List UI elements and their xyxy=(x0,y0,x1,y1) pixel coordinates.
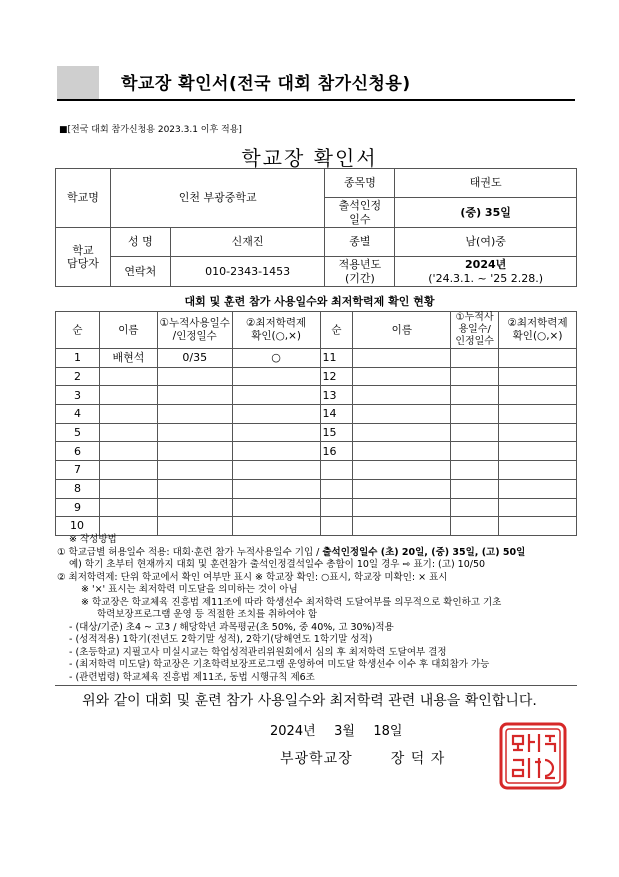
table-row xyxy=(56,405,577,424)
official-seal-icon xyxy=(499,722,567,790)
issue-date xyxy=(270,720,402,739)
document-title: 학교장 확인서 xyxy=(241,146,378,170)
note-line: - (관련법령) 학교체육 진흥법 제11조, 동법 시행규칙 제6조 xyxy=(69,671,315,683)
row-name-right xyxy=(353,423,451,442)
roster-table xyxy=(55,311,577,536)
staff-label: 학교 담당자 xyxy=(56,228,111,287)
row-name-right xyxy=(353,367,451,386)
name-label: 성 명 xyxy=(110,228,170,257)
row-name xyxy=(99,405,157,424)
row-name xyxy=(99,498,157,517)
row-no-right: 11 xyxy=(320,349,353,368)
row-days-right xyxy=(451,479,499,498)
row-no: 10 xyxy=(56,517,100,536)
row-check xyxy=(232,405,320,424)
row-check xyxy=(232,498,320,517)
header-title: 학교장 확인서(전국 대회 참가신청용) xyxy=(121,74,411,94)
row-days xyxy=(157,479,232,498)
year-cell xyxy=(395,257,577,287)
row-name-right xyxy=(353,349,451,368)
row-no-right xyxy=(320,479,353,498)
row-days xyxy=(157,442,232,461)
col-header-name: 이름 xyxy=(99,312,157,349)
row-check-right xyxy=(499,405,577,424)
row-name: 배현석 xyxy=(99,349,157,368)
table-row xyxy=(56,479,577,498)
row-days-right xyxy=(451,386,499,405)
confirmation-text: 위와 같이 대회 및 훈련 참가 사용일수와 최저학력 관련 내용을 확인합니다. xyxy=(82,693,537,709)
row-no-right xyxy=(320,461,353,480)
row-name-right xyxy=(353,461,451,480)
table-row xyxy=(56,367,577,386)
table-row xyxy=(56,498,577,517)
date-month: 3월 xyxy=(334,724,355,739)
row-days-right xyxy=(451,405,499,424)
row-check-right xyxy=(499,517,577,536)
col-header-days-right: ①누적사용일수/ 인정일수 xyxy=(451,312,499,349)
note-emphasis: 출석인정일수 (초) 20일, (중) 35일, (고) 50일 xyxy=(322,546,526,558)
note-line: - (최저학력 미도달) 학교장은 기초학력보장프로그램 운영하여 미도달 학생선수 이수 후 대회참가 가능 xyxy=(69,659,490,670)
notes-divider xyxy=(55,685,577,686)
row-days xyxy=(157,461,232,480)
row-no-right xyxy=(320,517,353,536)
row-days-right xyxy=(451,349,499,368)
header-marker xyxy=(57,66,99,99)
gender-label: 종별 xyxy=(325,228,395,257)
row-check-right xyxy=(499,386,577,405)
note-line: - (대상/기준) 초4 ~ 고3 / 해당학년 과목평균(초 50%, 중 40%, 고 30%)적용 xyxy=(69,621,394,633)
row-days xyxy=(157,405,232,424)
row-check xyxy=(232,461,320,480)
name-value: 신재진 xyxy=(170,228,325,257)
row-name-right xyxy=(353,498,451,517)
row-no: 5 xyxy=(56,423,100,442)
info-table xyxy=(55,168,577,287)
contact-label: 연락처 xyxy=(110,257,170,287)
row-name-right xyxy=(353,442,451,461)
row-no: 3 xyxy=(56,386,100,405)
year-label: 적용년도 (기간) xyxy=(325,257,395,287)
row-no-right: 15 xyxy=(320,423,353,442)
row-check xyxy=(232,386,320,405)
row-no-right: 14 xyxy=(320,405,353,424)
row-no-right: 12 xyxy=(320,367,353,386)
row-name-right xyxy=(353,386,451,405)
roster-header-row xyxy=(56,312,577,349)
note-line xyxy=(57,547,577,560)
row-name xyxy=(99,442,157,461)
row-check-right xyxy=(499,479,577,498)
row-check-right xyxy=(499,349,577,368)
event-label: 종목명 xyxy=(325,169,395,198)
row-check: ○ xyxy=(232,349,320,368)
row-check xyxy=(232,517,320,536)
row-name-right xyxy=(353,517,451,536)
row-days-right xyxy=(451,517,499,536)
note-text: ① 학교급별 허용일수 적용: 대회·훈련 참가 누적사용일수 기입 / xyxy=(57,546,323,558)
note-line: ※ 학교장은 학교체육 진흥법 제11조에 따라 학생선수 최저학력 도달여부를 의무적으로 확인하고 기초 xyxy=(81,596,502,608)
notes-heading: ※ 작성방법 xyxy=(69,534,117,545)
instructions xyxy=(57,534,577,684)
principal-title: 부광학교장 xyxy=(280,751,353,767)
row-check-right xyxy=(499,367,577,386)
row-check-right xyxy=(499,442,577,461)
col-header-days: ①누적사용일수 /인정일수 xyxy=(157,312,232,349)
row-days xyxy=(157,498,232,517)
note-line: ※ '×' 표시는 최저학력 미도달을 의미하는 것이 아님 xyxy=(81,584,298,595)
row-no-right: 16 xyxy=(320,442,353,461)
row-no-right xyxy=(320,498,353,517)
table-row xyxy=(56,349,577,368)
event-value: 태권도 xyxy=(395,169,577,198)
row-days-right xyxy=(451,423,499,442)
row-name xyxy=(99,517,157,536)
row-check-right xyxy=(499,423,577,442)
row-check xyxy=(232,442,320,461)
col-header-check-right: ②최저학력제 확인(○,×) xyxy=(499,312,577,349)
row-days-right xyxy=(451,367,499,386)
note-line: 학력보장프로그램 운영 등 적절한 조치를 취하여야 함 xyxy=(97,609,318,620)
principal-signature xyxy=(280,748,445,768)
note-line: - (성적적용) 1학기(전년도 2학기말 성적), 2학기(당해연도 1학기말 성적) xyxy=(69,634,373,645)
row-name-right xyxy=(353,479,451,498)
applicability-note: ■[전국 대회 참가신청용 2023.3.1 이후 적용] xyxy=(59,125,242,135)
col-header-no: 순 xyxy=(56,312,100,349)
row-days xyxy=(157,367,232,386)
table-row xyxy=(56,442,577,461)
row-check xyxy=(232,479,320,498)
row-name xyxy=(99,479,157,498)
row-no: 4 xyxy=(56,405,100,424)
row-check-right xyxy=(499,498,577,517)
gender-value: 남(여)중 xyxy=(395,228,577,257)
row-name xyxy=(99,367,157,386)
attend-value: (중) 35일 xyxy=(395,198,577,228)
row-check xyxy=(232,423,320,442)
principal-name: 장 덕 자 xyxy=(390,751,446,767)
table-row xyxy=(56,517,577,536)
row-days-right xyxy=(451,442,499,461)
row-name xyxy=(99,461,157,480)
date-day: 18일 xyxy=(373,724,403,739)
date-year: 2024년 xyxy=(270,724,316,739)
row-days-right xyxy=(451,498,499,517)
year-value: 2024년 xyxy=(465,258,507,272)
row-no-right: 13 xyxy=(320,386,353,405)
row-name-right xyxy=(353,405,451,424)
note-line: - (초등학교) 지필고사 미실시교는 학업성적관리위원회에서 심의 후 최저학력 도달여부 결정 xyxy=(69,646,447,658)
note-line: ② 최저학력제: 단위 학교에서 확인 여부만 표시 ※ 학교장 확인: ○표시, 학교장 미확인: × 표시 xyxy=(57,571,448,583)
row-days xyxy=(157,517,232,536)
row-no: 7 xyxy=(56,461,100,480)
col-header-check: ②최저학력제 확인(○,×) xyxy=(232,312,320,349)
row-no: 2 xyxy=(56,367,100,386)
contact-value: 010-2343-1453 xyxy=(170,257,325,287)
row-name xyxy=(99,386,157,405)
row-no: 1 xyxy=(56,349,100,368)
attend-label: 출석인정 일수 xyxy=(325,198,395,228)
row-no: 8 xyxy=(56,479,100,498)
header-divider xyxy=(57,99,575,101)
table-row xyxy=(56,461,577,480)
row-days xyxy=(157,386,232,405)
school-label: 학교명 xyxy=(56,169,111,228)
table-row xyxy=(56,386,577,405)
row-no: 9 xyxy=(56,498,100,517)
row-name xyxy=(99,423,157,442)
row-no: 6 xyxy=(56,442,100,461)
col-header-no-right: 순 xyxy=(320,312,353,349)
col-header-name-right: 이름 xyxy=(353,312,451,349)
school-value: 인천 부광중학교 xyxy=(110,169,325,228)
table-row xyxy=(56,423,577,442)
row-check-right xyxy=(499,461,577,480)
row-days xyxy=(157,423,232,442)
row-check xyxy=(232,367,320,386)
row-days-right xyxy=(451,461,499,480)
year-period: ('24.3.1. ~ '25 2.28.) xyxy=(428,271,544,285)
section-title: 대회 및 훈련 참가 사용일수와 최저학력제 확인 현황 xyxy=(184,295,435,308)
note-line: 예) 학기 초부터 현재까지 대회 및 훈련참가 출석인정결석일수 총합이 10일 경우 ⇨ 표기: (고) 10/50 xyxy=(69,559,486,570)
row-days: 0/35 xyxy=(157,349,232,368)
